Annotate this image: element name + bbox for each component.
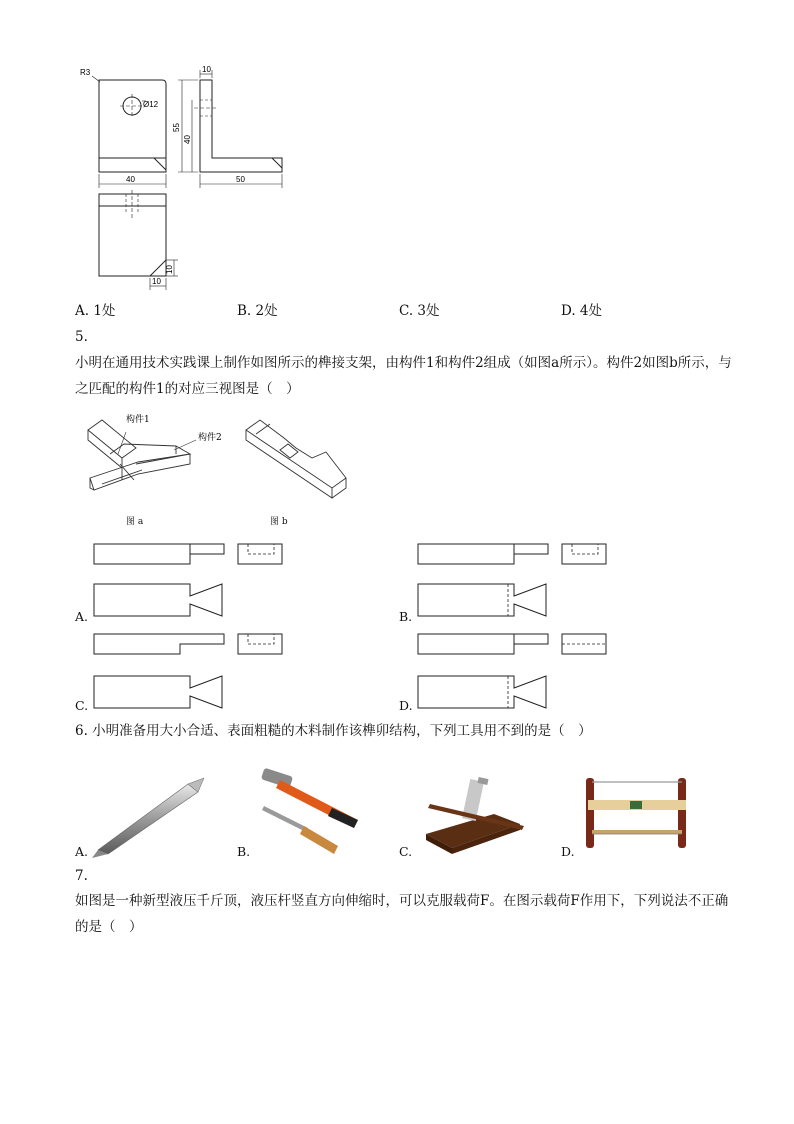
q7-stem: 如图是一种新型液压千斤顶，液压杆竖直方向伸缩时，可以克服载荷F。在图示载荷F作用下，下列说法不正确的是（ ） bbox=[75, 893, 729, 935]
dim-hole: Ø12 bbox=[143, 100, 159, 109]
q6-stem: 6. 小明准备用大小合适、表面粗糙的木料制作该榫卯结构，下列工具用不到的是（ ） bbox=[75, 723, 592, 739]
q6-option-c-label[interactable]: C. bbox=[399, 844, 413, 859]
q5-option-a-views bbox=[92, 540, 292, 620]
q5-option-a-label[interactable]: A. bbox=[75, 609, 89, 624]
q5-option-d-views bbox=[416, 630, 616, 710]
dim-10-bottom: 10 bbox=[152, 277, 161, 286]
dim-55: 55 bbox=[172, 123, 181, 132]
dim-10-top: 10 bbox=[202, 65, 211, 74]
q6-option-b-label[interactable]: B. bbox=[237, 844, 251, 859]
q5-option-b-views bbox=[416, 540, 616, 620]
q4-option-a[interactable]: A. 1处 bbox=[75, 303, 116, 319]
fig-b-caption: 图 b bbox=[270, 517, 288, 527]
part2-label: 构件2 bbox=[198, 433, 222, 443]
q5-number: 5. bbox=[75, 329, 88, 345]
q6-option-d-label[interactable]: D. bbox=[561, 844, 575, 859]
dim-40-side: 40 bbox=[183, 135, 192, 144]
q5-option-c-label[interactable]: C. bbox=[75, 698, 89, 713]
scriber-icon bbox=[92, 778, 212, 858]
q4-option-d[interactable]: D. 4处 bbox=[561, 303, 603, 319]
q5-figure-b bbox=[240, 408, 360, 508]
q5-option-d-label[interactable]: D. bbox=[399, 698, 413, 713]
frame-saw-icon bbox=[578, 770, 698, 852]
q6-option-a-label[interactable]: A. bbox=[75, 844, 89, 859]
fig-a-caption: 图 a bbox=[126, 517, 144, 527]
dim-r3: R3 bbox=[80, 68, 91, 77]
q5-option-b-label[interactable]: B. bbox=[399, 609, 413, 624]
wood-plane-icon bbox=[420, 768, 530, 856]
q4-option-b[interactable]: B. 2处 bbox=[237, 303, 278, 319]
dim-10-right: 10 bbox=[165, 265, 174, 274]
q4-option-c[interactable]: C. 3处 bbox=[399, 303, 440, 319]
q7-number: 7. bbox=[75, 868, 88, 884]
part1-label: 构件1 bbox=[126, 415, 150, 425]
q5-option-c-views bbox=[92, 630, 292, 710]
q5-stem: 小明在通用技术实践课上制作如图所示的榫接支架，由构件1和构件2组成（如图a所示）。构件2如图b所示，与之匹配的构件1的对应三视图是（ ） bbox=[75, 355, 732, 397]
dim-40-bottom: 40 bbox=[126, 175, 135, 184]
q4-three-view-drawing bbox=[70, 64, 300, 294]
dim-50: 50 bbox=[236, 175, 245, 184]
hammer-and-chisel-icon bbox=[258, 766, 368, 858]
q5-figure-a bbox=[80, 408, 230, 508]
